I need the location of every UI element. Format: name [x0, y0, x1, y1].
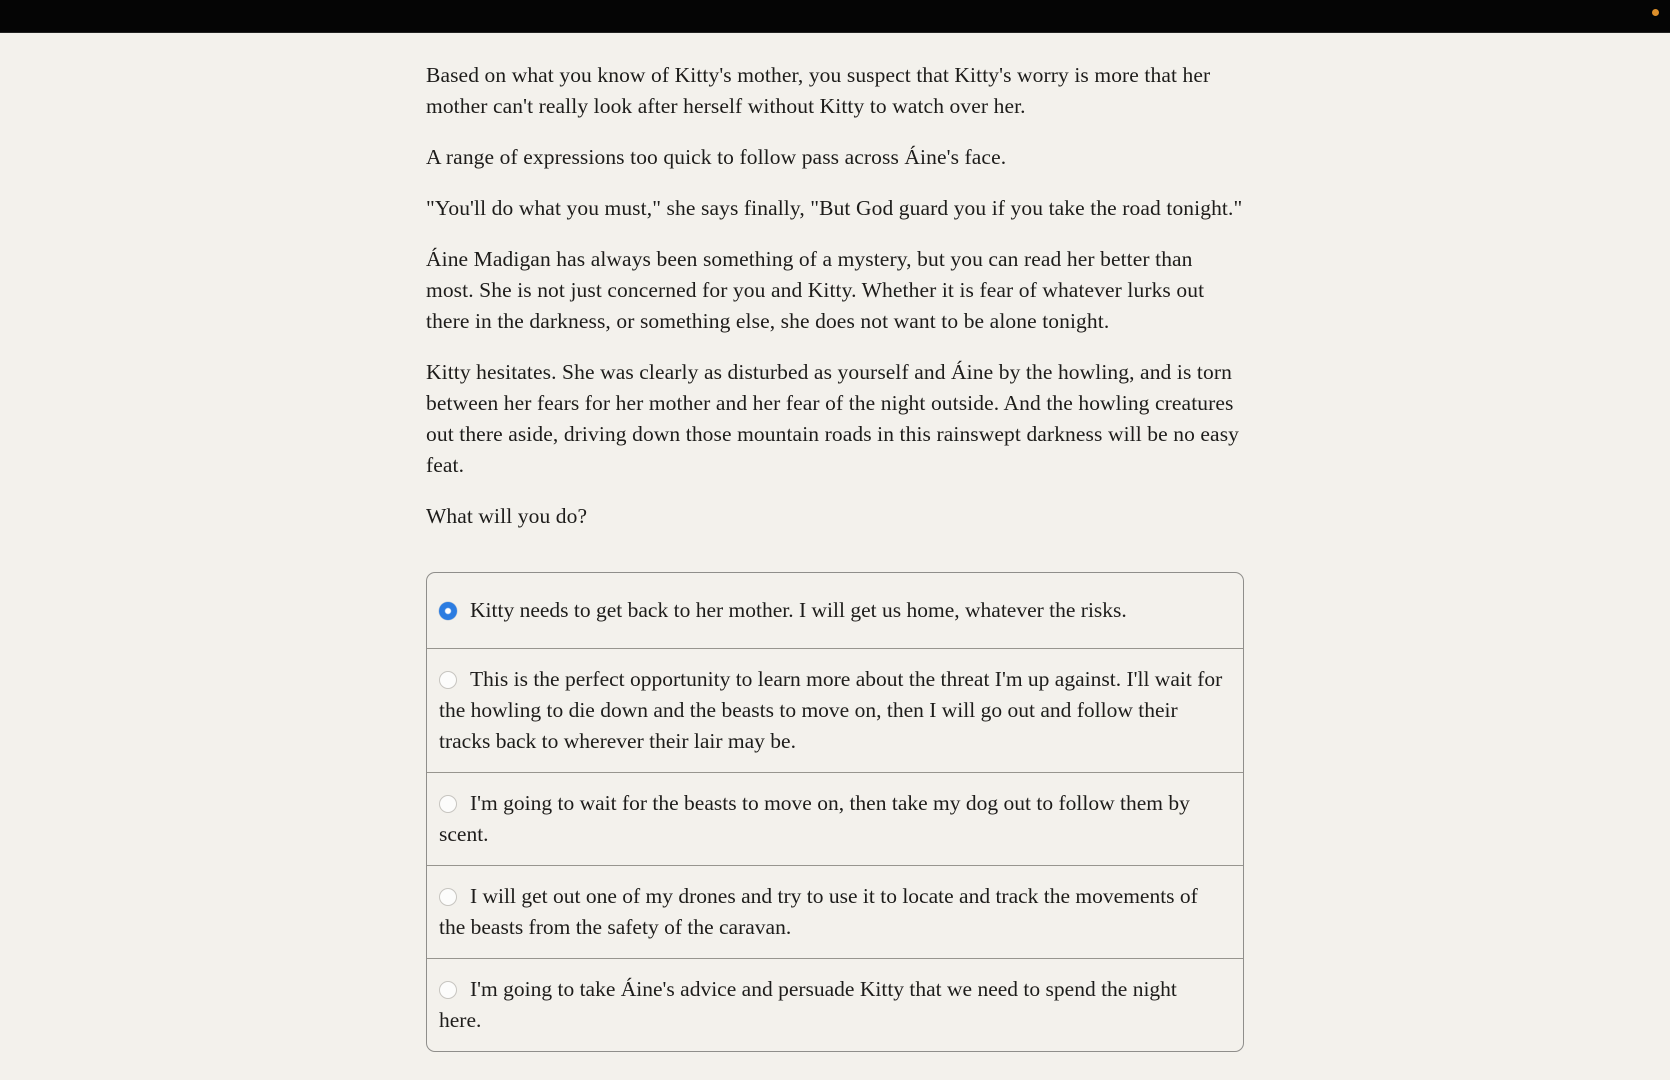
story-prompt: What will you do? [426, 504, 588, 528]
choice-label: This is the perfect opportunity to learn more about the threat I'm up against. I'll wait for the howling to die down and the beasts to move on, then I will go out and follow their tracks back to wherever their lair may be. [439, 667, 1223, 753]
notification-dot-icon [1652, 9, 1659, 16]
story-paragraph: Áine Madigan has always been something of a mystery, but you can read her better than most. She is not just concerned for you and Kitty. Whether it is fear of whatever lurks out there in the darkness, or something else, she does not want to be alone tonight. [426, 247, 1205, 333]
choice-option-3[interactable] [427, 772, 1243, 865]
choice-option-1[interactable] [427, 573, 1243, 648]
choice-option-5[interactable] [427, 958, 1243, 1051]
radio-button-icon[interactable] [439, 795, 457, 813]
radio-button-icon[interactable] [439, 671, 457, 689]
choice-label: I'm going to take Áine's advice and persuade Kitty that we need to spend the night here. [439, 977, 1177, 1032]
story-paragraph: Based on what you know of Kitty's mother, you suspect that Kitty's worry is more that her mother can't really look after herself without Kitty to watch over her. [426, 63, 1211, 118]
choice-label: I'm going to wait for the beasts to move on, then take my dog out to follow them by scent. [439, 791, 1190, 846]
story-column [426, 33, 1244, 1052]
radio-button-icon[interactable] [439, 888, 457, 906]
radio-button-icon[interactable] [439, 981, 457, 999]
story-page [0, 33, 1670, 1080]
choice-label: I will get out one of my drones and try to use it to locate and track the movements of the beasts from the safety of the caravan. [439, 884, 1198, 939]
choice-option-4[interactable] [427, 865, 1243, 958]
choice-label: Kitty needs to get back to her mother. I will get us home, whatever the risks. [470, 598, 1127, 622]
story-paragraph: A range of expressions too quick to follow pass across Áine's face. [426, 145, 1007, 169]
radio-button-icon[interactable] [439, 602, 457, 620]
choices-group [426, 572, 1244, 1052]
window-titlebar [0, 0, 1670, 33]
story-paragraph: Kitty hesitates. She was clearly as disturbed as yourself and Áine by the howling, and is torn between her fears for her mother and her fear of the night outside. And the howling creatures out there aside, driving down those mountain roads in this rainswept darkness will be no easy feat. [426, 360, 1240, 477]
choice-option-2[interactable] [427, 648, 1243, 772]
story-paragraph: "You'll do what you must," she says finally, "But God guard you if you take the road tonight." [426, 196, 1243, 220]
